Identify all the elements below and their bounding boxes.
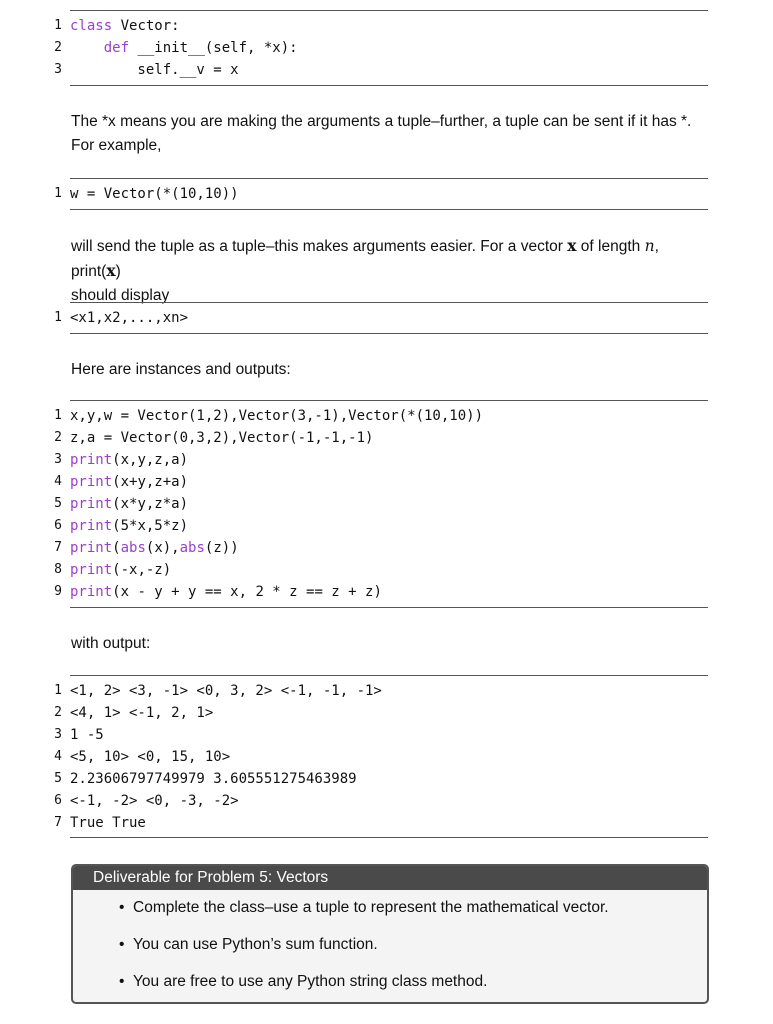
code-text: (x+y,z+a)	[112, 474, 189, 490]
code-text: 1 -5	[70, 726, 104, 743]
deliverable-title: Deliverable for Problem 5: Vectors	[73, 866, 707, 890]
code-line	[70, 537, 239, 559]
paragraph-print-description	[71, 234, 711, 308]
code-line	[70, 307, 188, 329]
code-text: x,y,w = Vector(1,2),Vector(3,-1),Vector(*(10,10))	[70, 408, 484, 424]
line-number: 7	[54, 814, 62, 830]
paragraph-text: of length	[576, 238, 645, 255]
line-number: 5	[54, 496, 62, 511]
code-keyword: print	[70, 584, 113, 600]
code-line	[70, 581, 382, 603]
code-text: <5, 10> <0, 15, 10>	[70, 748, 231, 765]
code-line	[70, 702, 213, 724]
line-number: 1	[54, 682, 62, 698]
line-number: 1	[54, 186, 62, 201]
line-number: 8	[54, 562, 62, 577]
code-text: (5*x,5*z)	[112, 518, 189, 534]
code-line	[70, 493, 188, 515]
paragraph-instances: Here are instances and outputs:	[71, 361, 291, 378]
code-block-output	[54, 675, 708, 838]
code-text: <-1, -2> <0, -3, -2>	[70, 792, 239, 809]
deliverable-item	[119, 972, 488, 992]
code-line	[70, 812, 146, 834]
code-line	[70, 559, 171, 581]
deliverable-item	[119, 935, 378, 955]
line-number: 3	[54, 452, 62, 467]
deliverable-item	[119, 898, 609, 918]
paragraph-text: )	[115, 263, 121, 280]
code-text: (x,y,z,a)	[112, 452, 189, 468]
code-text: __init__(self, *x):	[129, 40, 298, 56]
code-text: <x1,x2,...,xn>	[70, 310, 189, 326]
code-text: (-x,-z)	[112, 562, 172, 578]
paragraph-text: , print(	[71, 238, 659, 280]
code-line	[70, 183, 239, 205]
line-number: 1	[54, 408, 62, 423]
code-keyword: print	[70, 496, 113, 512]
code-line	[70, 427, 373, 449]
line-number: 2	[54, 40, 62, 55]
line-number: 4	[54, 748, 62, 764]
code-text: <1, 2> <3, -1> <0, 3, 2> <-1, -1, -1>	[70, 682, 382, 699]
deliverable-item-text: You can use Python’s sum function.	[133, 936, 378, 953]
line-number: 1	[54, 310, 62, 325]
bullet: •	[119, 936, 125, 953]
code-text: (x),	[145, 540, 180, 556]
code-line	[70, 724, 104, 746]
math-length-n: n	[644, 237, 655, 255]
code-text: self.__v = x	[70, 62, 239, 78]
code-keyword: def	[103, 40, 130, 56]
code-block-tuple-example	[54, 178, 708, 210]
code-line	[70, 15, 180, 37]
code-keyword: print	[70, 518, 113, 534]
code-keyword: print	[70, 562, 113, 578]
paragraph-star-args: The *x means you are making the arguments a tuple–further, a tuple can be sent if it has *. For example,	[71, 113, 692, 154]
code-text: w = Vector(*(10,10))	[70, 186, 239, 202]
code-keyword: class	[70, 18, 113, 34]
code-line	[70, 790, 239, 812]
line-number: 4	[54, 474, 62, 489]
code-text: 2.23606797749979 3.605551275463989	[70, 770, 357, 787]
code-keyword: abs	[120, 540, 146, 556]
line-number: 3	[54, 62, 62, 77]
code-text: (x - y + y == x, 2 * z == z + z)	[112, 584, 382, 600]
code-text	[70, 40, 104, 56]
math-vector-x: x	[106, 261, 116, 280]
deliverable-item-text: Complete the class–use a tuple to represent the mathematical vector.	[133, 899, 609, 916]
bullet: •	[119, 899, 125, 916]
code-line	[70, 449, 188, 471]
line-number: 7	[54, 540, 62, 555]
line-number: 2	[54, 430, 62, 445]
code-block-instances	[54, 400, 708, 608]
paragraph-text: will send the tuple as a tuple–this makes arguments easier. For a vector	[71, 238, 568, 255]
code-line	[70, 37, 298, 59]
deliverable-item-text: You are free to use any Python string class method.	[133, 973, 488, 990]
code-line	[70, 471, 188, 493]
line-number: 2	[54, 704, 62, 720]
code-text: Vector:	[112, 18, 180, 34]
line-number: 5	[54, 770, 62, 786]
paragraph-with-output: with output:	[71, 635, 151, 652]
code-line	[70, 746, 230, 768]
code-block-format	[54, 302, 708, 334]
code-text: z,a = Vector(0,3,2),Vector(-1,-1,-1)	[70, 430, 374, 446]
code-line	[70, 59, 239, 81]
code-keyword: print	[70, 540, 113, 556]
code-block-class-definition	[54, 10, 708, 86]
bullet: •	[119, 973, 125, 990]
code-keyword: print	[70, 452, 113, 468]
code-text: True True	[70, 814, 146, 831]
line-number: 9	[54, 584, 62, 599]
code-keyword: abs	[179, 540, 205, 556]
code-text: <4, 1> <-1, 2, 1>	[70, 704, 214, 721]
code-line	[70, 405, 483, 427]
code-line	[70, 515, 188, 537]
code-line	[70, 680, 382, 702]
line-number: 3	[54, 726, 62, 742]
line-number: 1	[54, 18, 62, 33]
deliverable-box	[71, 864, 709, 1004]
math-vector-x: x	[567, 236, 577, 255]
code-line	[70, 768, 357, 790]
code-text: (z))	[204, 540, 239, 556]
code-text: (x*y,z*a)	[112, 496, 189, 512]
code-text: (	[112, 540, 121, 556]
line-number: 6	[54, 518, 62, 533]
code-keyword: print	[70, 474, 113, 490]
paragraph-text: should display	[71, 287, 170, 304]
line-number: 6	[54, 792, 62, 808]
